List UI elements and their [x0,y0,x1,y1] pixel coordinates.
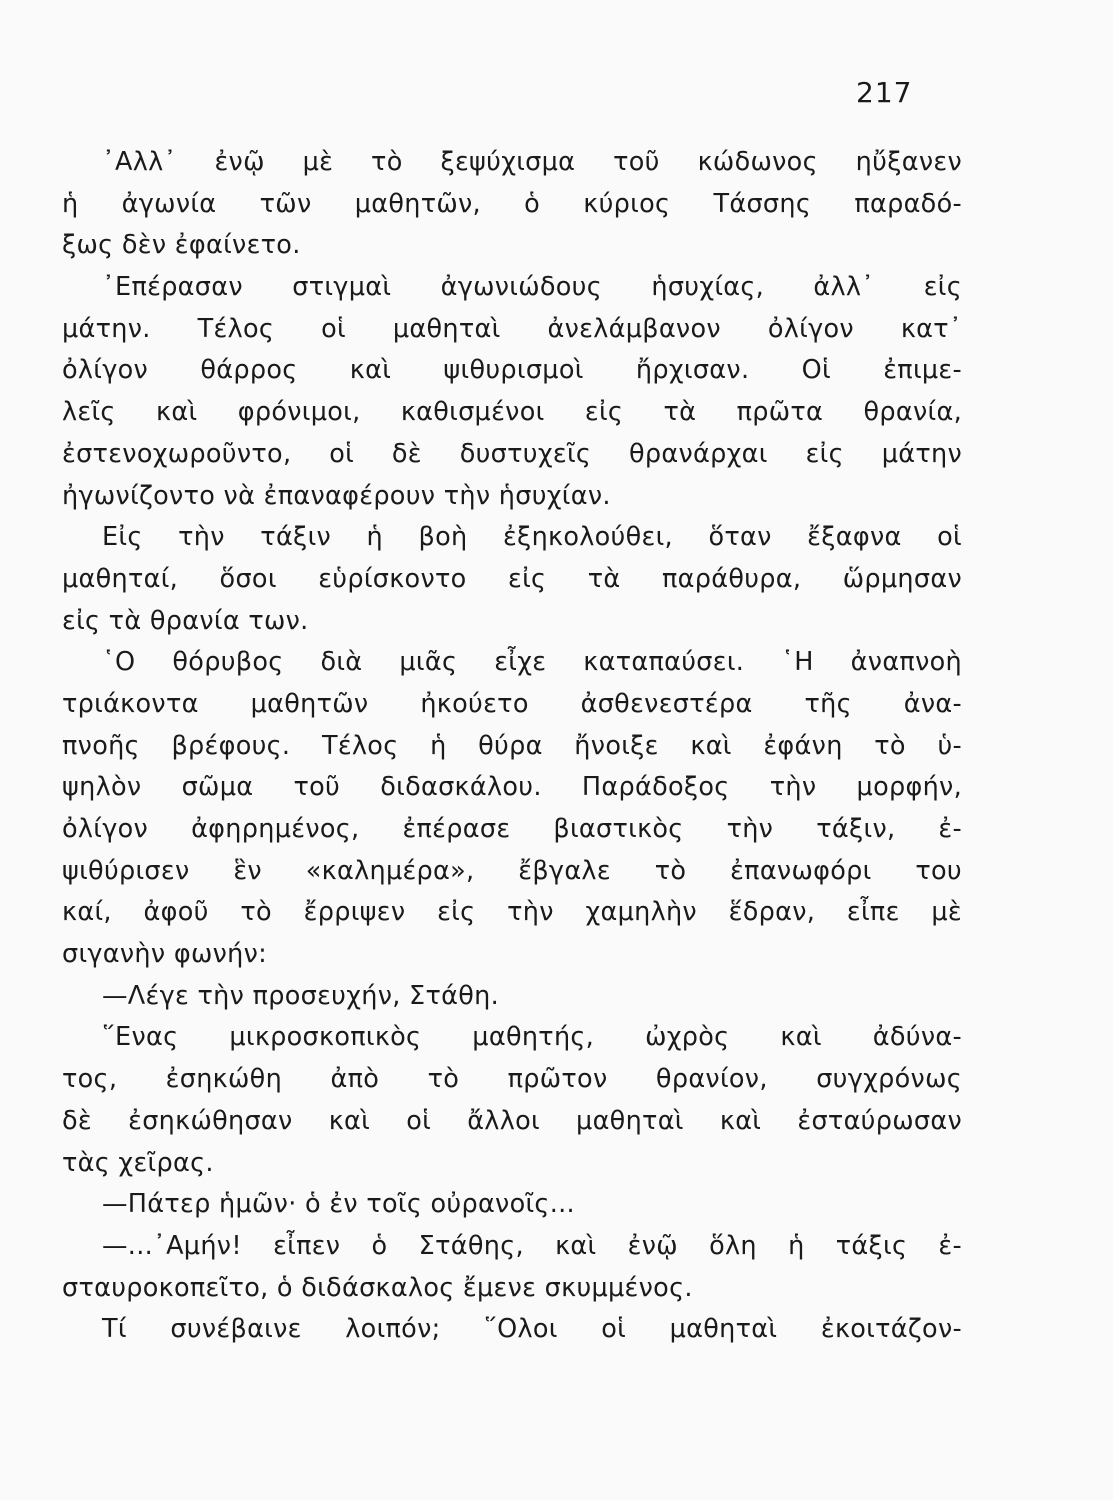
text-line: ἡ ἀγωνία τῶν μαθητῶν, ὁ κύριος Τάσσης παραδό- [62,188,962,219]
text-line: ἐστενοχωροῦντο, οἱ δὲ δυστυχεῖς θρανάρχαι εἰς μάτην [62,438,962,469]
text-line: εἰς τὰ θρανία των. [62,605,309,636]
text-line: καί, ἀφοῦ τὸ ἔρριψεν εἰς τὴν χαμηλὴν ἕδραν, εἶπε μὲ [62,897,962,928]
text-line: ὀλίγον θάρρος καὶ ψιθυρισμοὶ ἤρχισαν. Οἱ ἐπιμε- [62,355,962,386]
page-number: 217 [856,76,913,109]
body-text [62,142,962,1351]
text-line: Εἰς τὴν τάξιν ἡ βοὴ ἐξηκολούθει, ὅταν ἔξαφνα οἱ [102,522,962,553]
text-line: ψηλὸν σῶμα τοῦ διδασκάλου. Παράδοξος τὴν μορφήν, [62,772,962,803]
text-line: μάτην. Τέλος οἱ μαθηταὶ ἀνελάμβανον ὀλίγον κατ᾿ [62,313,962,344]
text-line: Τί συνέβαινε λοιπόν; ῞Ολοι οἱ μαθηταὶ ἐκοιτάζον- [102,1314,962,1345]
text-line: σταυροκοπεῖτο, ὁ διδάσκαλος ἔμενε σκυμμένος. [62,1272,693,1303]
text-line: λεῖς καὶ φρόνιμοι, καθισμένοι εἰς τὰ πρῶτα θρανία, [62,397,962,428]
text-line: ᾿Αλλ᾿ ἐνῷ μὲ τὸ ξεψύχισμα τοῦ κώδωνος ηὔξανεν [102,147,962,177]
text-line: δὲ ἐσηκώθησαν καὶ οἱ ἄλλοι μαθηταὶ καὶ ἐσταύρωσαν [62,1105,962,1136]
text-line: τριάκοντα μαθητῶν ἠκούετο ἀσθενεστέρα τῆς ἀνα- [62,688,962,719]
text-line: —Λέγε τὴν προσευχήν, Στάθη. [102,980,499,1011]
text-line: —Πάτερ ἡμῶν· ὁ ἐν τοῖς οὐρανοῖς... [102,1189,575,1220]
text-line: μαθηταί, ὅσοι εὑρίσκοντο εἰς τὰ παράθυρα, ὥρμησαν [62,563,962,594]
text-line: —...᾿Αμήν! εἶπεν ὁ Στάθης, καὶ ἐνῷ ὅλη ἡ τάξις ἐ- [102,1230,962,1261]
text-line: ῞Ενας μικροσκοπικὸς μαθητής, ὠχρὸς καὶ ἀδύνα- [102,1022,962,1053]
text-line: τὰς χεῖρας. [62,1147,214,1178]
text-line: ᾿Επέρασαν στιγμαὶ ἀγωνιώδους ἡσυχίας, ἀλλ᾿ εἰς [102,272,962,303]
text-line: σιγανὴν φωνήν: [62,939,268,970]
text-line: ὀλίγον ἀφηρημένος, ἐπέρασε βιαστικὸς τὴν τάξιν, ἐ- [62,814,962,844]
text-line: ἠγωνίζοντο νὰ ἐπαναφέρουν τὴν ἡσυχίαν. [62,480,611,511]
text-line: πνοῆς βρέφους. Τέλος ἡ θύρα ἤνοιξε καὶ ἐφάνη τὸ ὑ- [62,730,962,761]
text-line: ψιθύρισεν ἓν «καλημέρα», ἔβγαλε τὸ ἐπανωφόρι του [62,855,962,886]
text-line: ξως δὲν ἐφαίνετο. [62,230,301,261]
text-line: τος, ἐσηκώθη ἀπὸ τὸ πρῶτον θρανίον, συγχρόνως [62,1064,962,1095]
text-line: ῾Ο θόρυβος διὰ μιᾶς εἶχε καταπαύσει. ῾Η ἀναπνοὴ [102,647,962,678]
